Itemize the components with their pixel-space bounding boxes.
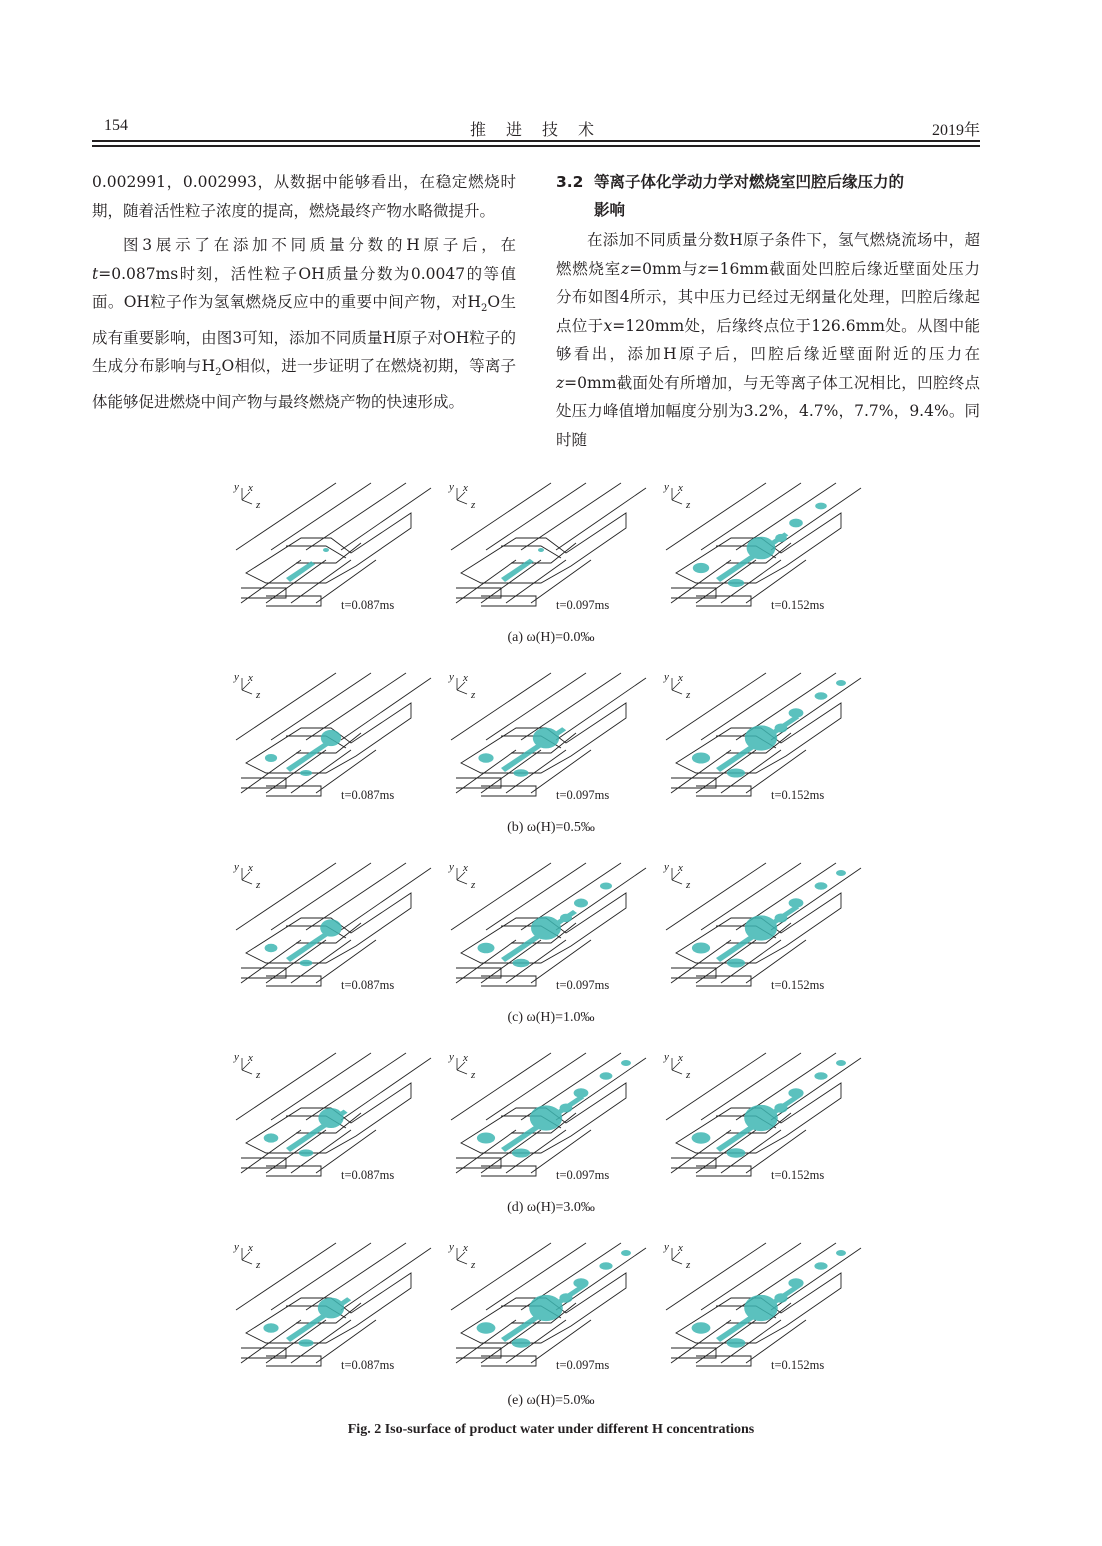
- subfigure-caption: (a) ω(H)=0.0‰: [507, 630, 595, 645]
- axis-label-y: y: [664, 671, 669, 683]
- iso-surface-panel: [441, 858, 651, 1003]
- time-label: t=0.097ms: [556, 598, 610, 612]
- iso-surface-panel: [226, 1238, 436, 1383]
- axis-label-x: x: [463, 1242, 468, 1254]
- axis-label-z: z: [686, 689, 691, 701]
- iso-surface: [478, 727, 566, 777]
- paragraph: 在添加不同质量分数H原子条件下，氢气燃烧流场中，超燃燃烧室z=0mm与z=16mm截面处凹腔后缘近壁面处压力分布如图4所示，其中压力已经过无纲量化处理，凹腔后缘起点位于x=120mm处，后缘终点位于126.6mm处。从图中能够看出，添加H原子后，凹腔后缘近壁面附近的压力在z=0mm截面处有所增加，与无等离子体工况相比，凹腔终点处压力峰值增加幅度分别为3.2%，4.7%，7.7%，9.4%。同时随: [556, 231, 980, 449]
- iso-surface: [263, 1297, 351, 1347]
- time-label: t=0.097ms: [556, 788, 610, 802]
- axis-label-y: y: [664, 1051, 669, 1063]
- time-label: t=0.087ms: [341, 978, 395, 992]
- iso-surface-panel: [441, 1238, 651, 1383]
- combustor-wireframe: [226, 1048, 436, 1193]
- combustor-wireframe: [656, 858, 866, 1003]
- combustor-wireframe: [656, 478, 866, 623]
- axis-label-x: x: [248, 672, 253, 684]
- axis-label-x: x: [463, 1052, 468, 1064]
- paragraph: 0.002991，0.002993，从数据中能够看出，在稳定燃烧时期，随着活性粒子浓度的提高，燃烧最终产物水略微提升。: [92, 173, 516, 220]
- iso-surface-panel: [226, 478, 436, 623]
- axis-label-x: x: [678, 482, 683, 494]
- combustor-wireframe: [226, 858, 436, 1003]
- axis-label-y: y: [234, 481, 239, 493]
- axis-label-y: y: [449, 1241, 454, 1253]
- axis-label-y: y: [664, 1241, 669, 1253]
- time-label: t=0.087ms: [341, 788, 395, 802]
- axis-label-x: x: [678, 672, 683, 684]
- axis-label-x: x: [678, 1052, 683, 1064]
- iso-surface: [478, 883, 613, 968]
- axis-label-y: y: [234, 861, 239, 873]
- axis-label-x: x: [463, 672, 468, 684]
- axis-label-z: z: [471, 499, 476, 511]
- iso-surface: [693, 503, 827, 587]
- axis-label-z: z: [686, 499, 691, 511]
- axis-label-y: y: [449, 481, 454, 493]
- iso-surface-panel: [441, 1048, 651, 1193]
- combustor-wireframe: [441, 1048, 651, 1193]
- figure-title: Fig. 2 Iso-surface of product water under different H concentrations: [347, 1422, 755, 1437]
- axis-label-x: x: [248, 1242, 253, 1254]
- time-label: t=0.097ms: [556, 1168, 610, 1182]
- subfigure-caption: (b) ω(H)=0.5‰: [507, 820, 595, 835]
- iso-surface-panel: [226, 668, 436, 813]
- axis-label-y: y: [234, 1051, 239, 1063]
- axis-label-z: z: [471, 689, 476, 701]
- time-label: t=0.152ms: [771, 788, 825, 802]
- axis-label-x: x: [248, 862, 253, 874]
- axis-label-y: y: [234, 671, 239, 683]
- axis-label-z: z: [256, 879, 261, 891]
- axis-label-z: z: [256, 499, 261, 511]
- time-label: t=0.152ms: [771, 598, 825, 612]
- subfigure-caption: (c) ω(H)=1.0‰: [507, 1010, 595, 1025]
- axis-label-z: z: [471, 879, 476, 891]
- axis-label-x: x: [678, 1242, 683, 1254]
- figure-2: [226, 478, 876, 1408]
- combustor-wireframe: [656, 668, 866, 813]
- combustor-wireframe: [441, 668, 651, 813]
- time-label: t=0.152ms: [771, 1168, 825, 1182]
- combustor-wireframe: [226, 478, 436, 623]
- combustor-wireframe: [441, 478, 651, 623]
- axis-label-z: z: [686, 879, 691, 891]
- axis-label-z: z: [686, 1069, 691, 1081]
- iso-surface-panel: [656, 1238, 866, 1383]
- paragraph: 图3展示了在添加不同质量分数的H原子后，在t=0.087ms时刻，活性粒子OH质量分数为0.0047的等值面。OH粒子作为氢氧燃烧反应中的重要中间产物，对$H_2O$生成有重要影响，由图3可知，添加不同质量H原子对OH粒子的生成分布影响与$H_2O$相似，进一步证明了在燃烧初期，等离子体能够促进燃烧中间产物与最终燃烧产物的快速形成。: [92, 236, 516, 411]
- axis-label-x: x: [248, 482, 253, 494]
- time-label: t=0.087ms: [341, 1168, 395, 1182]
- combustor-wireframe: [226, 1238, 436, 1383]
- axis-label-x: x: [463, 482, 468, 494]
- iso-surface: [264, 1108, 348, 1157]
- axis-label-y: y: [449, 671, 454, 683]
- time-label: t=0.152ms: [771, 978, 825, 992]
- axis-label-z: z: [471, 1259, 476, 1271]
- time-label: t=0.097ms: [556, 978, 610, 992]
- page-header: [92, 117, 980, 139]
- axis-label-z: z: [471, 1069, 476, 1081]
- axis-label-y: y: [449, 1051, 454, 1063]
- axis-label-y: y: [664, 861, 669, 873]
- iso-surface: [286, 548, 329, 582]
- subfigure-caption: (e) ω(H)=5.0‰: [507, 1393, 595, 1408]
- iso-surface-panel: [656, 478, 866, 623]
- iso-surface-panel: [226, 1048, 436, 1193]
- combustor-wireframe: [441, 1238, 651, 1383]
- section-heading: 3.2 等离子体化学动力学对燃烧室凹腔后缘压力的 影响: [556, 173, 905, 219]
- time-label: t=0.152ms: [771, 1358, 825, 1372]
- iso-surface-panel: [226, 858, 436, 1003]
- iso-surface-panel: [441, 668, 651, 813]
- axis-label-x: x: [248, 1052, 253, 1064]
- axis-label-z: z: [256, 689, 261, 701]
- combustor-wireframe: [656, 1048, 866, 1193]
- header-rule: [92, 140, 980, 142]
- iso-surface-panel: [656, 1048, 866, 1193]
- axis-label-y: y: [234, 1241, 239, 1253]
- time-label: t=0.087ms: [341, 1358, 395, 1372]
- combustor-wireframe: [656, 1238, 866, 1383]
- time-label: t=0.097ms: [556, 1358, 610, 1372]
- right-column: [556, 168, 980, 454]
- left-column: [92, 168, 516, 416]
- axis-label-z: z: [256, 1069, 261, 1081]
- axis-label-x: x: [463, 862, 468, 874]
- axis-label-x: x: [678, 862, 683, 874]
- axis-label-z: z: [256, 1259, 261, 1271]
- iso-surface-panel: [441, 478, 651, 623]
- combustor-wireframe: [226, 668, 436, 813]
- header-rule: [92, 145, 980, 147]
- axis-label-z: z: [686, 1259, 691, 1271]
- iso-surface-panel: [656, 858, 866, 1003]
- axis-label-y: y: [449, 861, 454, 873]
- subfigure-caption: (d) ω(H)=3.0‰: [507, 1200, 595, 1215]
- iso-surface-panel: [656, 668, 866, 813]
- year: 2019年: [931, 122, 980, 139]
- journal-name: 推 进 技 术: [469, 122, 602, 139]
- iso-surface: [501, 548, 544, 582]
- combustor-wireframe: [441, 858, 651, 1003]
- page-number: 154: [104, 117, 128, 134]
- time-label: t=0.087ms: [341, 598, 395, 612]
- axis-label-y: y: [664, 481, 669, 493]
